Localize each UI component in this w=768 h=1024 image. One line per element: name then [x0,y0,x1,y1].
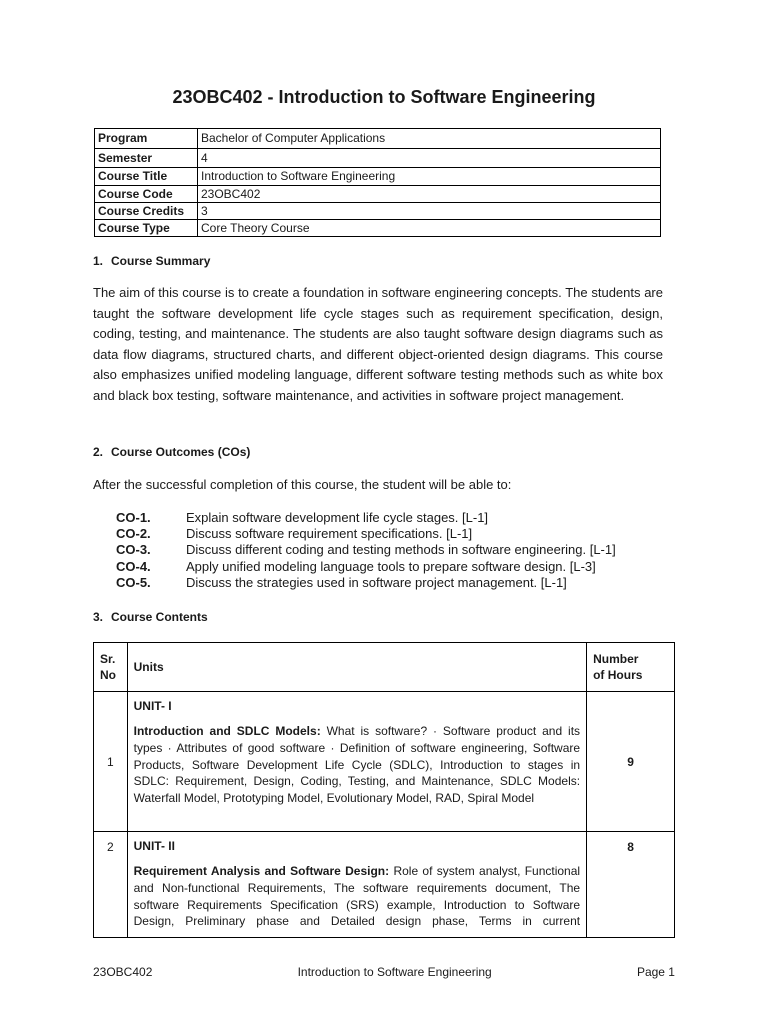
info-key: Course Code [95,186,198,203]
co-text: Explain software development life cycle stages. [L-1] [186,510,489,525]
course-outcomes-list [116,510,616,591]
table-header-row [94,643,675,692]
table-row [94,692,675,832]
list-item [116,510,616,526]
row-sr-no: 2 [94,832,128,938]
table-row [94,832,675,938]
info-value: 4 [198,149,661,168]
co-text: Discuss the strategies used in software project management. [L-1] [186,574,567,590]
page-title: 23OBC402 - Introduction to Software Engineering [172,87,596,107]
list-item [116,559,616,575]
row-sr-no: 1 [94,692,128,832]
header-sr-no: Sr. No [94,643,128,692]
co-text: Discuss software requirement specifications. [L-1] [186,526,473,542]
page-footer [93,965,675,979]
section-number: 1. [93,254,104,268]
co-text: Discuss different coding and testing methods in software engineering. [L-1] [186,542,616,558]
info-key: Course Type [95,220,198,237]
outcomes-intro: After the successful completion of this course, the student will be able to: [93,477,512,492]
unit-topic: Requirement Analysis and Software Design: [133,864,390,878]
section-heading-summary [93,254,210,268]
unit-description [134,723,580,807]
co-id: CO-5. [116,574,151,590]
unit-topics-text: Role of system analyst, Functional and Non-functional Requirements, The software requirements document, The software Requirements Specification (SRS) example, Introduction to Software Design, Preliminary phase and Detailed design phase, Terms in current [133,864,581,929]
info-key: Course Credits [95,203,198,220]
section-number: 2. [93,445,104,459]
info-key: Course Title [95,168,198,186]
section-title: Course Outcomes (COs) [111,445,251,459]
section-title: Course Summary [111,254,211,268]
info-row [95,168,661,186]
row-hours: 8 [587,832,675,938]
row-hours: 9 [587,692,675,832]
section-heading-outcomes [93,445,250,459]
row-unit-content [127,832,586,938]
list-item [116,575,616,591]
info-key: Semester [95,149,198,168]
unit-description [134,863,580,930]
footer-course-code: 23OBC402 [93,965,153,979]
section-heading-contents [93,610,208,624]
info-value: Core Theory Course [198,220,661,237]
unit-topics-text: What is software? · Software product and its types · Attributes of good software · Definition of software engineering, Software Products, Software Development Life Cycle (SDLC), Introduction to stages in SDLC: Requirement, Design, Coding, Testing, and Maintenance, SDLC Models: Waterfall Model, Prototyping Model, Evolutionary Model, RAD, Spiral Model [133,724,581,806]
info-row [95,129,661,149]
row-unit-content [127,692,586,832]
co-id: CO-1. [116,510,151,525]
info-value: Introduction to Software Engineering [198,168,661,186]
info-value: Bachelor of Computer Applications [198,129,661,149]
section-number: 3. [93,610,104,624]
co-id: CO-4. [116,558,151,574]
info-row [95,149,661,168]
header-hours: Number of Hours [587,643,675,692]
list-item [116,542,616,558]
footer-course-title: Introduction to Software Engineering [297,965,492,979]
co-id: CO-3. [116,542,151,558]
info-value: 23OBC402 [198,186,661,203]
info-row [95,203,661,220]
info-key: Program [95,129,198,149]
section-title: Course Contents [111,610,208,624]
info-value: 3 [198,203,661,220]
course-contents-table [93,642,675,938]
course-summary-text: The aim of this course is to create a foundation in software engineering concepts. The students are taught the software development life cycle stages such as requirement specification, design, coding, testing, and maintenance. The students are also taught software design diagrams such as data flow diagrams, structured charts, and different object-oriented design diagrams. This course also emphasizes unified modeling language, different software testing methods such as white box and black box testing, software maintenance, and activities in software project management. [93,285,663,403]
unit-topic: Introduction and SDLC Models: [133,724,321,738]
list-item [116,526,616,542]
info-row [95,220,661,237]
unit-name: UNIT- II [133,839,175,853]
unit-name: UNIT- I [133,699,172,713]
footer-page-number: Page 1 [636,965,675,979]
co-id: CO-2. [116,526,151,542]
info-row [95,186,661,203]
course-info-table [94,128,661,237]
header-units: Units [127,643,586,692]
co-text: Apply unified modeling language tools to prepare software design. [L-3] [186,558,596,574]
